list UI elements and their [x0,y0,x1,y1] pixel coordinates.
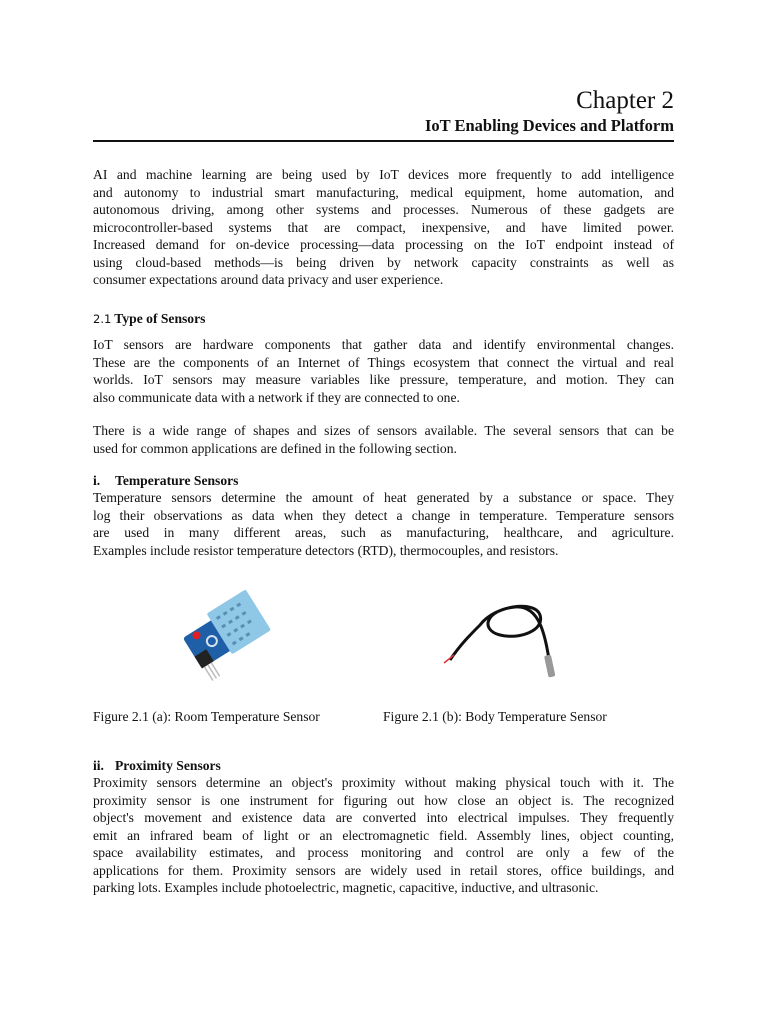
text-line: are used in many different areas, such as manufacturing, healthcare, and agriculture. [93,525,674,540]
figure-b-caption: Figure 2.1 (b): Body Temperature Sensor [383,709,607,724]
figure-a-caption: Figure 2.1 (a): Room Temperature Sensor [93,709,320,724]
heading-text: Proximity Sensors [115,758,221,773]
text-line: used for common applications are defined in the following section. [93,440,457,456]
text-line: IoT sensors are hardware components that gather data and identify environmental changes. [93,337,674,352]
text-line: worlds. IoT sensors may measure variables like pressure, temperature, and motion. They can [93,372,674,387]
text-line: There is a wide range of shapes and sizes of sensors available. The several sensors that can be [93,423,674,438]
section-title: Type of Sensors [114,311,206,326]
intro-paragraph [93,166,674,289]
header-divider [93,140,674,142]
section-number: 2.1 [93,312,112,326]
text-line: emit an infrared beam of light or an electromagnetic field. Assembly lines, object counting, [93,827,674,843]
text-line: proximity sensor is one instrument for figuring out how close an object is. The recognized [93,792,674,808]
text-line: microcontroller-based systems that are compact, inexpensive, and have limited power. [93,219,674,235]
text-line: Increased demand for on-device processing—data processing on the IoT endpoint instead of [93,237,674,252]
text-line: These are the components of an Internet of Things ecosystem that connect the virtual and real [93,354,674,370]
text-line: also communicate data with a network if they are connected to one. [93,389,460,405]
text-line: Temperature sensors determine the amount of heat generated by a substance or space. They [93,490,674,505]
chapter-title: IoT Enabling Devices and Platform [424,116,674,135]
text-line: autonomous driving, among other systems and processes. Numerous of these gadgets are [93,202,674,217]
text-line: space availability estimates, and process monitoring and control are only a few of the [93,845,674,860]
text-line: AI and machine learning are being used by IoT devices more frequently to add intelligence [93,167,674,182]
text-line: object's movement and existence data are converted into electrical impulses. They frequently [93,810,674,825]
text-line: and autonomy to industrial smart manufacturing, medical equipment, home automation, and [93,184,674,200]
text-line: consumer expectations around data privacy and user experience. [93,272,444,287]
text-line: using cloud-based methods—is being driven by network capacity constraints as well as [93,254,674,270]
proximity-paragraph [93,774,674,897]
text-line: applications for them. Proximity sensors are widely used in retail stores, office buildings, and [93,862,674,878]
temperature-heading [93,472,238,490]
text-line: log their observations as data when they detect a change in temperature. Temperature sensors [93,507,674,523]
text-line: parking lots. Examples include photoelectric, magnetic, capacitive, inductive, and ultrasonic. [93,880,599,895]
text-line: Proximity sensors determine an object's proximity without making physical touch with it. The [93,775,674,790]
chapter-number: Chapter 2 [576,87,674,114]
text-line: Examples include resistor temperature detectors (RTD), thermocouples, and resistors. [93,542,559,558]
section-heading [93,310,205,329]
body-temperature-sensor-image [440,595,570,685]
sensors-paragraph-1 [93,336,674,406]
heading-number: i. [93,473,101,488]
heading-text: Temperature Sensors [115,473,239,488]
proximity-heading [93,757,221,775]
room-temperature-sensor-image [175,583,285,693]
temperature-paragraph [93,489,674,559]
heading-number: ii. [93,758,104,773]
sensors-paragraph-2 [93,422,674,457]
